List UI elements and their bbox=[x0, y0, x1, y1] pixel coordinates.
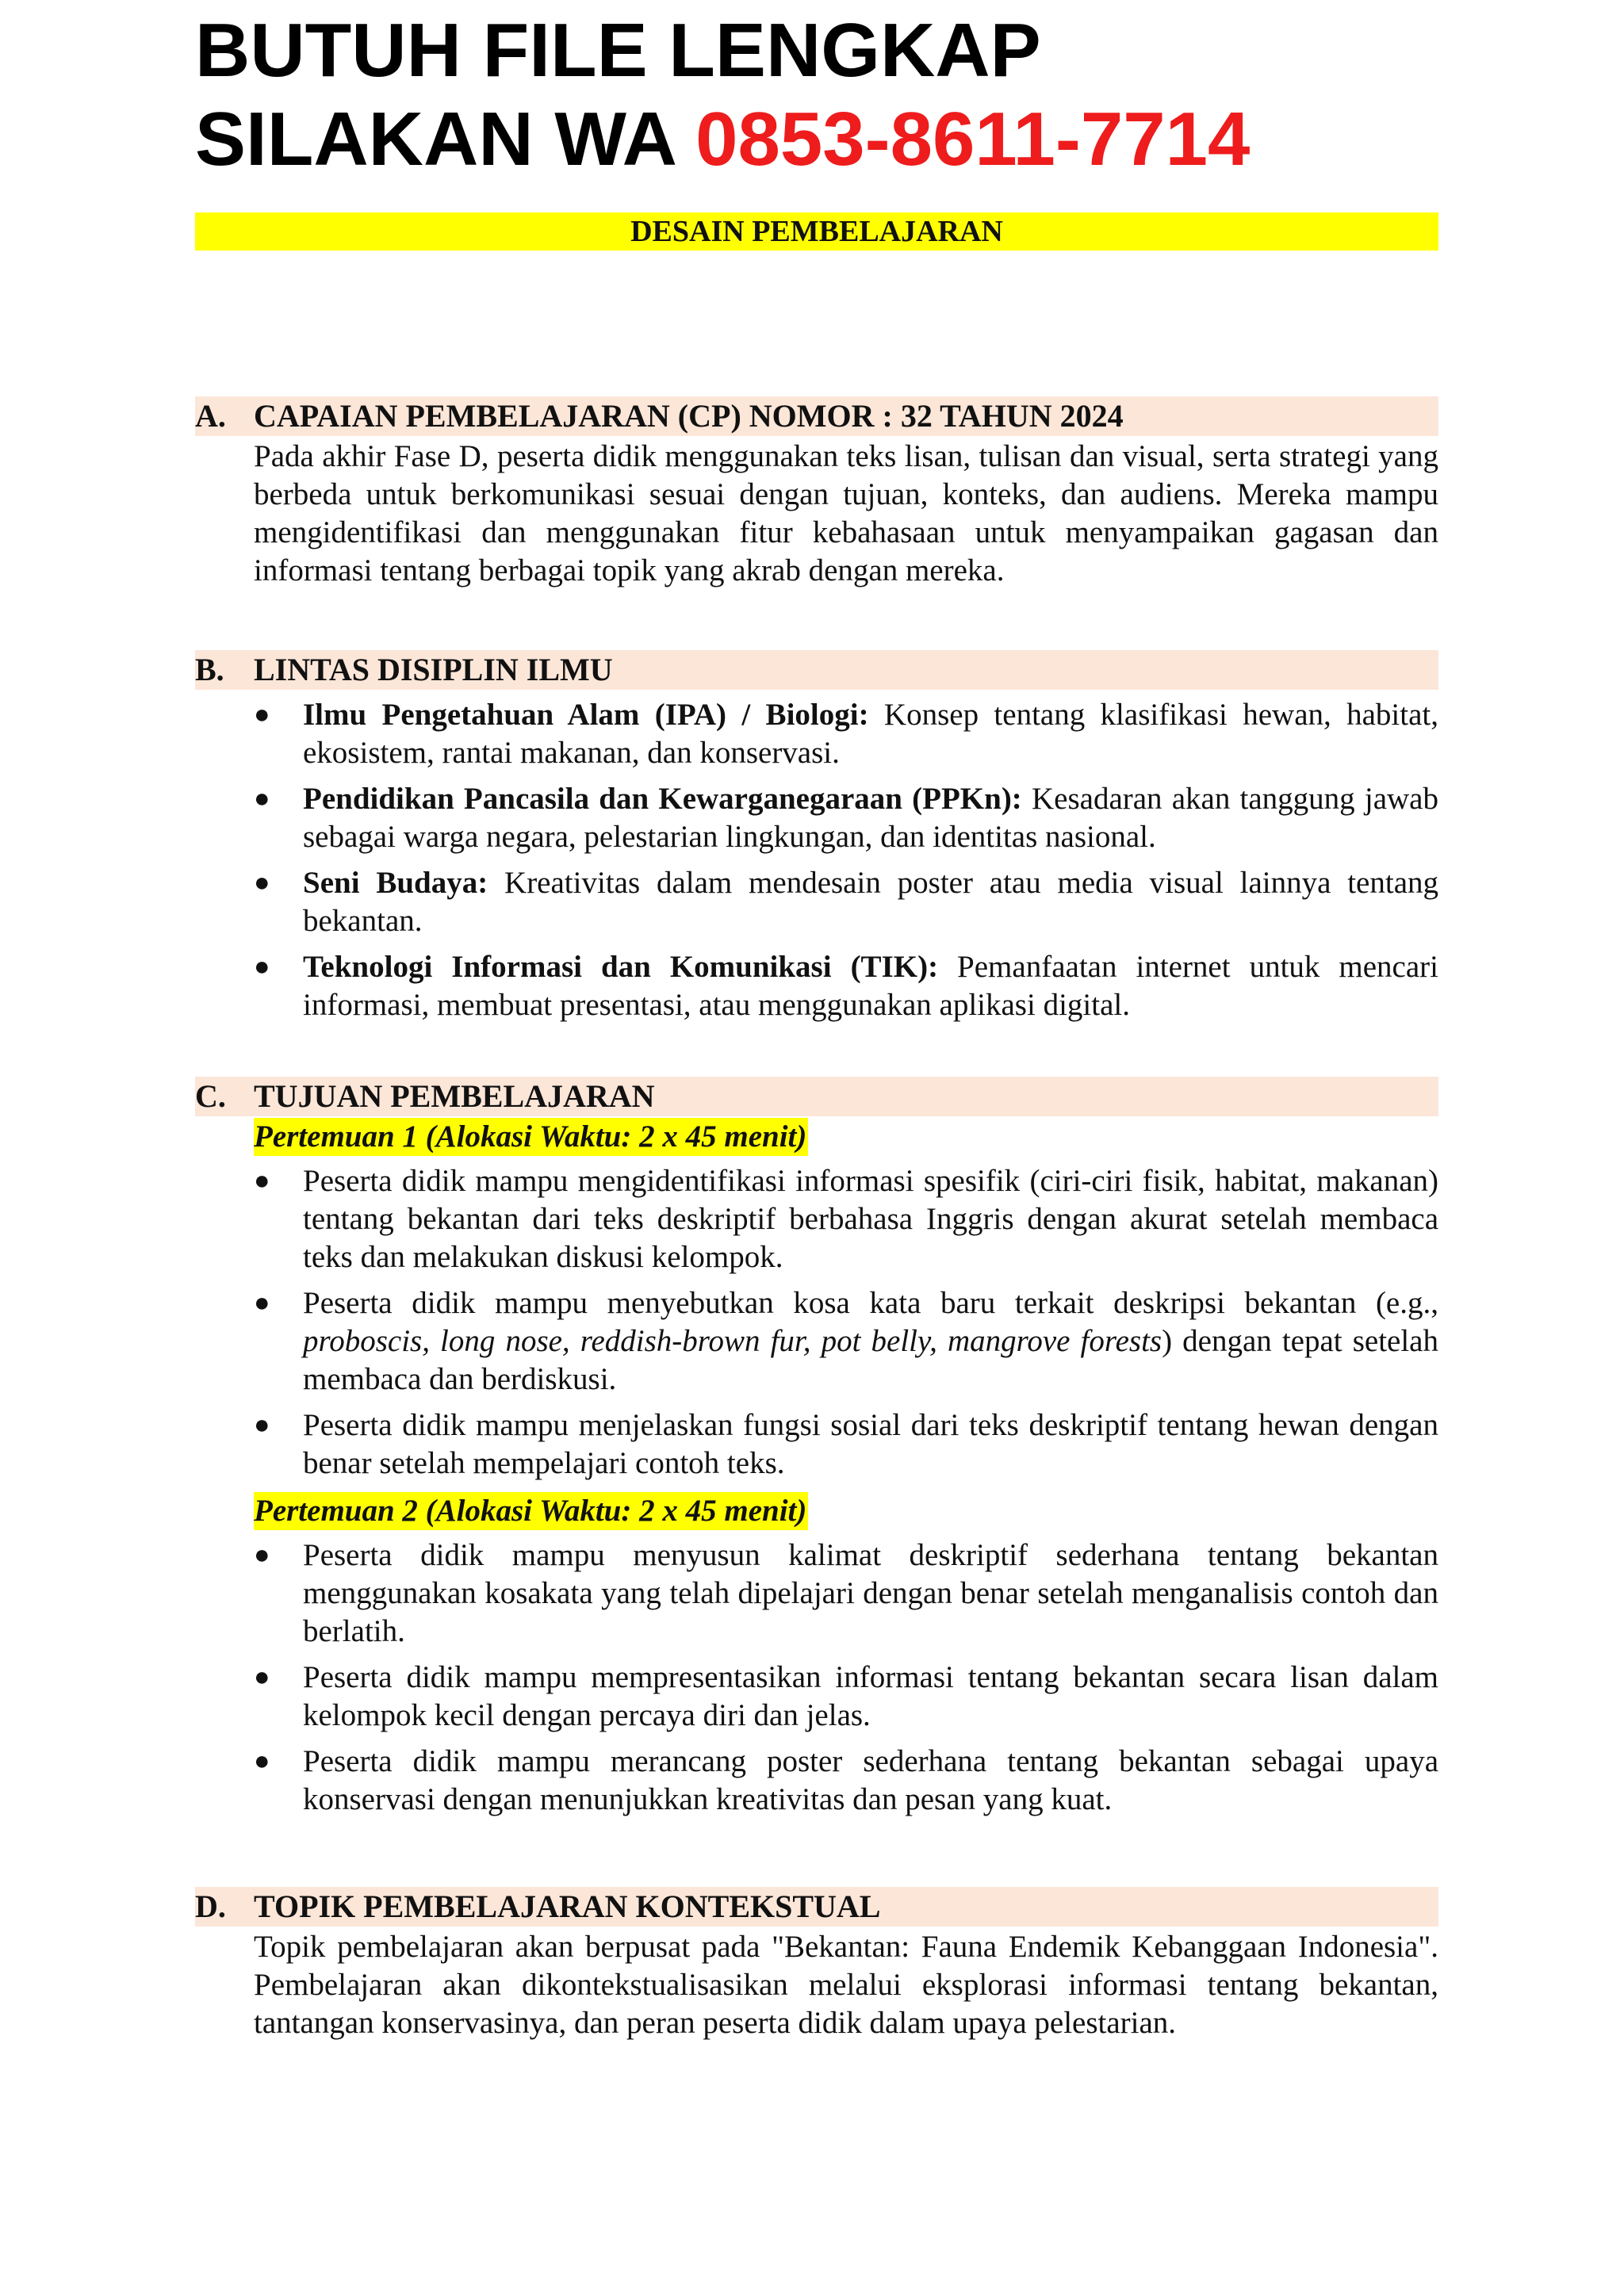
bullet-icon: ● bbox=[254, 1540, 270, 1570]
section-d-body: Topik pembelajaran akan berpusat pada "Bekantan: Fauna Endemik Kebanggaan Indonesia". Pembelajaran akan dikontekstualisasikan melalui eksplorasi informasi tentang bekantan, tantangan konservasinya, dan peran peserta didik dalam upaya pelestarian. bbox=[254, 1930, 1438, 2040]
section-capaian-pembelajaran bbox=[195, 396, 1438, 590]
item-text: Peserta didik mampu merancang poster sederhana tentang bekantan sebagai upaya konservasi dengan menunjukkan kreativitas dan pesan yang kuat. bbox=[303, 1744, 1438, 1816]
item-text-italic: proboscis, long nose, reddish-brown fur, pot belly, mangrove forests bbox=[303, 1324, 1162, 1358]
list-item bbox=[254, 1284, 1438, 1399]
section-c-letter: C. bbox=[195, 1078, 226, 1114]
item-term: Ilmu Pengetahuan Alam (IPA) / Biologi: bbox=[303, 698, 869, 732]
list-item bbox=[254, 1659, 1438, 1735]
meeting-2-list bbox=[195, 1536, 1438, 1819]
page-title: DESAIN PEMBELAJARAN bbox=[195, 212, 1438, 251]
bullet-icon: ● bbox=[254, 700, 270, 729]
promo-line-2 bbox=[195, 95, 1250, 184]
list-item bbox=[254, 1743, 1438, 1819]
item-term: Seni Budaya: bbox=[303, 866, 488, 900]
section-b-letter: B. bbox=[195, 652, 224, 687]
item-text: Peserta didik mampu menjelaskan fungsi sosial dari teks deskriptif tentang hewan dengan benar setelah mempelajari contoh teks. bbox=[303, 1408, 1438, 1480]
bullet-icon: ● bbox=[254, 784, 270, 813]
list-item bbox=[254, 1536, 1438, 1651]
section-a-header bbox=[195, 396, 1438, 436]
bullet-icon: ● bbox=[254, 868, 270, 897]
list-item bbox=[254, 864, 1438, 940]
meeting-1-list bbox=[195, 1162, 1438, 1483]
section-topik-kontekstual bbox=[195, 1887, 1438, 2042]
item-text: Peserta didik mampu mempresentasikan informasi tentang bekantan secara lisan dalam kelompok kecil dengan percaya diri dan jelas. bbox=[303, 1660, 1438, 1732]
bullet-icon: ● bbox=[254, 1663, 270, 1692]
section-d-heading: TOPIK PEMBELAJARAN KONTEKSTUAL bbox=[254, 1888, 881, 1924]
section-d-letter: D. bbox=[195, 1888, 226, 1924]
list-item bbox=[254, 780, 1438, 856]
section-c-header bbox=[195, 1077, 1438, 1116]
section-a-letter: A. bbox=[195, 398, 226, 434]
list-item bbox=[254, 696, 1438, 772]
list-item bbox=[254, 1406, 1438, 1483]
section-a-heading: CAPAIAN PEMBELAJARAN (CP) NOMOR : 32 TAHUN 2024 bbox=[254, 398, 1124, 434]
section-b-heading: LINTAS DISIPLIN ILMU bbox=[254, 652, 613, 687]
item-text: Kreativitas dalam mendesain poster atau media visual lainnya tentang bekantan. bbox=[303, 866, 1438, 938]
list-item bbox=[254, 1162, 1438, 1276]
section-c-heading: TUJUAN PEMBELAJARAN bbox=[254, 1078, 655, 1114]
promo-line-1: BUTUH FILE LENGKAP bbox=[195, 8, 1041, 93]
section-b-header bbox=[195, 650, 1438, 690]
item-term: Pendidikan Pancasila dan Kewarganegaraan (PPKn): bbox=[303, 782, 1022, 816]
list-item bbox=[254, 948, 1438, 1024]
item-text-after: ) dengan tepat setelah membaca dan berdiskusi. bbox=[303, 1324, 1438, 1396]
item-text: Peserta didik mampu mengidentifikasi informasi spesifik (ciri-ciri fisik, habitat, makanan) tentang bekantan dari teks deskriptif berbahasa Inggris dengan akurat setelah membaca teks dan melakukan diskusi kelompok. bbox=[303, 1164, 1438, 1274]
section-d-header bbox=[195, 1887, 1438, 1927]
bullet-icon: ● bbox=[254, 1166, 270, 1196]
meeting-1-label: Pertemuan 1 (Alokasi Waktu: 2 x 45 menit) bbox=[254, 1118, 808, 1156]
section-lintas-disiplin bbox=[195, 650, 1438, 1032]
section-a-body: Pada akhir Fase D, peserta didik menggunakan teks lisan, tulisan dan visual, serta strategi yang berbeda untuk berkomunikasi sesuai dengan tujuan, konteks, dan audiens. Mereka mampu mengidentifikasi dan menggunakan fitur kebahasaan untuk menyampaikan gagasan dan informasi tentang berbagai topik yang akrab dengan mereka. bbox=[254, 439, 1438, 587]
section-tujuan-pembelajaran bbox=[195, 1077, 1438, 1827]
meeting-2-label: Pertemuan 2 (Alokasi Waktu: 2 x 45 menit) bbox=[254, 1492, 808, 1530]
promo-prefix: SILAKAN WA bbox=[195, 97, 696, 182]
item-text: Peserta didik mampu menyusun kalimat deskriptif sederhana tentang bekantan menggunakan kosakata yang telah dipelajari dengan benar setelah menganalisis contoh dan berlatih. bbox=[303, 1538, 1438, 1648]
bullet-icon: ● bbox=[254, 1747, 270, 1776]
promo-banner bbox=[195, 6, 1250, 184]
section-b-list bbox=[195, 696, 1438, 1024]
item-text: Konsep tentang klasifikasi hewan, habitat, ekosistem, rantai makanan, dan konservasi. bbox=[303, 698, 1438, 770]
bullet-icon: ● bbox=[254, 1288, 270, 1318]
bullet-icon: ● bbox=[254, 1410, 270, 1440]
bullet-icon: ● bbox=[254, 952, 270, 982]
item-text: Kesadaran akan tanggung jawab sebagai warga negara, pelestarian lingkungan, dan identitas nasional. bbox=[303, 782, 1438, 854]
item-term: Teknologi Informasi dan Komunikasi (TIK): bbox=[303, 950, 939, 984]
promo-phone-number: 0853-8611-7714 bbox=[695, 97, 1251, 182]
item-text: Pemanfaatan internet untuk mencari informasi, membuat presentasi, atau menggunakan aplikasi digital. bbox=[303, 950, 1438, 1022]
item-text-before: Peserta didik mampu menyebutkan kosa kata baru terkait deskripsi bekantan (e.g., bbox=[303, 1286, 1438, 1320]
